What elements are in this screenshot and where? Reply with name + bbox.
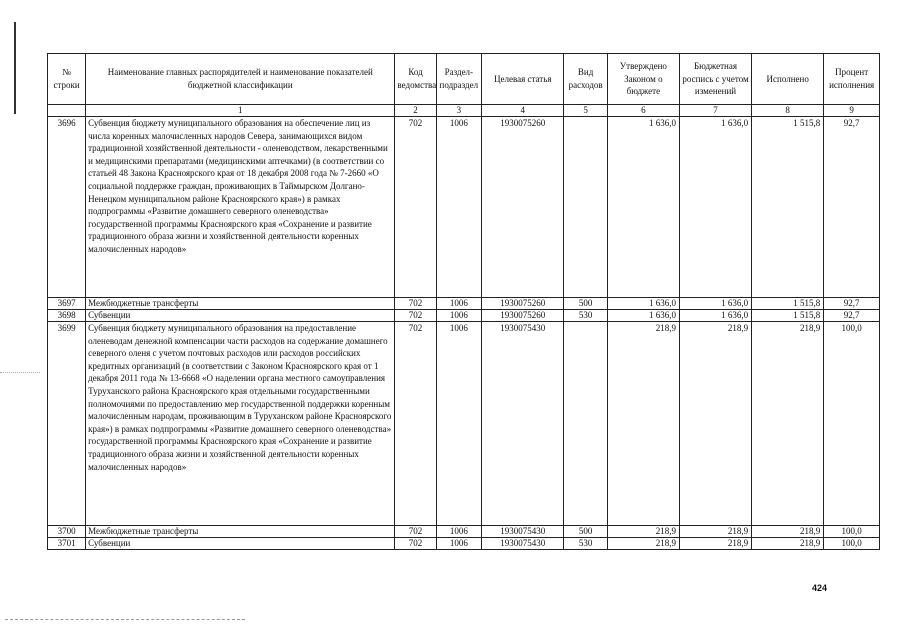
colnum: 1 xyxy=(86,105,395,117)
scan-artifact xyxy=(0,372,40,393)
row-name: Субвенция бюджету муниципального образования на обеспечение лиц из числа коренных малочисленных народов Севера, занимающихся видом традиционной хозяйственной деятельности - оленеводством, лекарственными и медицинскими препаратами (медицинскими аптечками) (в соответствии со статьей 48 Закона Красноярского края от 18 декабря 2008 года № 7-2660 «О социальной поддержке граждан, проживающих в Таймырском Долгано-Ненецком муниципальном районе Красноярского края») в рамках подпрограммы «Развитие домашнего северного оленеводства» государственной программы Красноярского края «Сохранение и развитие традиционного образа жизни и хозяйственной деятельности коренных малочисленных народов» xyxy=(86,117,395,298)
colnum-blank xyxy=(48,105,86,117)
table-row xyxy=(48,298,880,310)
row-planned: 1 636,0 xyxy=(679,298,751,310)
row-executed: 218,9 xyxy=(752,526,824,538)
row-planned: 218,9 xyxy=(679,526,751,538)
row-target: 1930075260 xyxy=(482,298,564,310)
table-header-row xyxy=(48,54,880,105)
row-dept: 702 xyxy=(395,526,436,538)
row-approved: 1 636,0 xyxy=(607,117,679,298)
colnum: 9 xyxy=(824,105,880,117)
header-target: Целевая статья xyxy=(482,54,564,105)
row-section: 1006 xyxy=(436,526,481,538)
header-row-number: № строки xyxy=(48,54,86,105)
colnum: 6 xyxy=(607,105,679,117)
row-name: Межбюджетные трансферты xyxy=(86,298,395,310)
row-name: Субвенция бюджету муниципального образования на предоставление оленеводам денежной компенсации части расходов на содержание домашнего северного оленя с учетом почтовых расходов или расходов российских кредитных организаций (в соответствии с Законом Красноярского края от 1 декабря 2011 года № 13-6668 «О наделении органа местного самоуправления Туруханского района Красноярского края отдельными государственными полномочиями по предоставлению мер государственной поддержки коренным малочисленным народам, проживающим в Туруханском районе Красноярского края») в рамках подпрограммы «Развитие домашнего северного оленеводства» государственной программы Красноярского края «Сохранение и развитие традиционного образа жизни и хозяйственной деятельности коренных малочисленных народов» xyxy=(86,322,395,526)
row-kind xyxy=(564,322,607,526)
row-number: 3700 xyxy=(48,526,86,538)
row-kind: 500 xyxy=(564,298,607,310)
row-target: 1930075430 xyxy=(482,322,564,526)
colnum: 8 xyxy=(752,105,824,117)
row-executed: 218,9 xyxy=(752,538,824,550)
row-name: Субвенции xyxy=(86,538,395,550)
table-row xyxy=(48,322,880,526)
header-planned: Бюджетная роспись с учетом изменений xyxy=(679,54,751,105)
row-percent: 100,0 xyxy=(824,526,880,538)
row-name: Субвенции xyxy=(86,310,395,322)
row-number: 3697 xyxy=(48,298,86,310)
row-approved: 1 636,0 xyxy=(607,298,679,310)
row-target: 1930075430 xyxy=(482,526,564,538)
row-percent: 100,0 xyxy=(824,322,880,526)
table-row xyxy=(48,117,880,298)
header-section: Раздел-подраздел xyxy=(436,54,481,105)
table-row xyxy=(48,538,880,550)
table-row xyxy=(48,526,880,538)
row-dept: 702 xyxy=(395,310,436,322)
row-percent: 92,7 xyxy=(824,117,880,298)
row-name: Межбюджетные трансферты xyxy=(86,526,395,538)
table-row xyxy=(48,310,880,322)
row-percent: 92,7 xyxy=(824,298,880,310)
row-dept: 702 xyxy=(395,117,436,298)
row-planned: 1 636,0 xyxy=(679,117,751,298)
row-section: 1006 xyxy=(436,322,481,526)
row-dept: 702 xyxy=(395,322,436,526)
row-kind: 500 xyxy=(564,526,607,538)
header-approved: Утверждено Законом о бюджете xyxy=(607,54,679,105)
row-number: 3696 xyxy=(48,117,86,298)
row-number: 3699 xyxy=(48,322,86,526)
column-number-row xyxy=(48,105,880,117)
colnum: 4 xyxy=(482,105,564,117)
colnum: 7 xyxy=(679,105,751,117)
budget-table xyxy=(47,53,880,550)
page-number: 424 xyxy=(812,583,828,593)
row-number: 3701 xyxy=(48,538,86,550)
row-percent: 100,0 xyxy=(824,538,880,550)
row-planned: 1 636,0 xyxy=(679,310,751,322)
row-kind: 530 xyxy=(564,310,607,322)
row-dept: 702 xyxy=(395,538,436,550)
row-kind xyxy=(564,117,607,298)
row-percent: 92,7 xyxy=(824,310,880,322)
row-section: 1006 xyxy=(436,117,481,298)
scan-artifact-bottom xyxy=(5,619,245,622)
row-executed: 218,9 xyxy=(752,322,824,526)
row-planned: 218,9 xyxy=(679,538,751,550)
header-percent: Процент исполнения xyxy=(824,54,880,105)
row-planned: 218,9 xyxy=(679,322,751,526)
row-approved: 1 636,0 xyxy=(607,310,679,322)
header-executed: Исполнено xyxy=(752,54,824,105)
row-section: 1006 xyxy=(436,298,481,310)
row-executed: 1 515,8 xyxy=(752,298,824,310)
row-approved: 218,9 xyxy=(607,538,679,550)
row-target: 1930075260 xyxy=(482,117,564,298)
row-dept: 702 xyxy=(395,298,436,310)
header-name: Наименование главных распорядителей и наименование показателей бюджетной классификации xyxy=(86,54,395,105)
colnum: 5 xyxy=(564,105,607,117)
colnum: 3 xyxy=(436,105,481,117)
binding-line xyxy=(14,22,16,114)
row-number: 3698 xyxy=(48,310,86,322)
header-dept-code: Код ведомства xyxy=(395,54,436,105)
row-section: 1006 xyxy=(436,538,481,550)
row-section: 1006 xyxy=(436,310,481,322)
row-approved: 218,9 xyxy=(607,526,679,538)
colnum: 2 xyxy=(395,105,436,117)
header-expense-kind: Вид расходов xyxy=(564,54,607,105)
row-executed: 1 515,8 xyxy=(752,310,824,322)
row-executed: 1 515,8 xyxy=(752,117,824,298)
row-target: 1930075260 xyxy=(482,310,564,322)
row-kind: 530 xyxy=(564,538,607,550)
row-approved: 218,9 xyxy=(607,322,679,526)
row-target: 1930075430 xyxy=(482,538,564,550)
